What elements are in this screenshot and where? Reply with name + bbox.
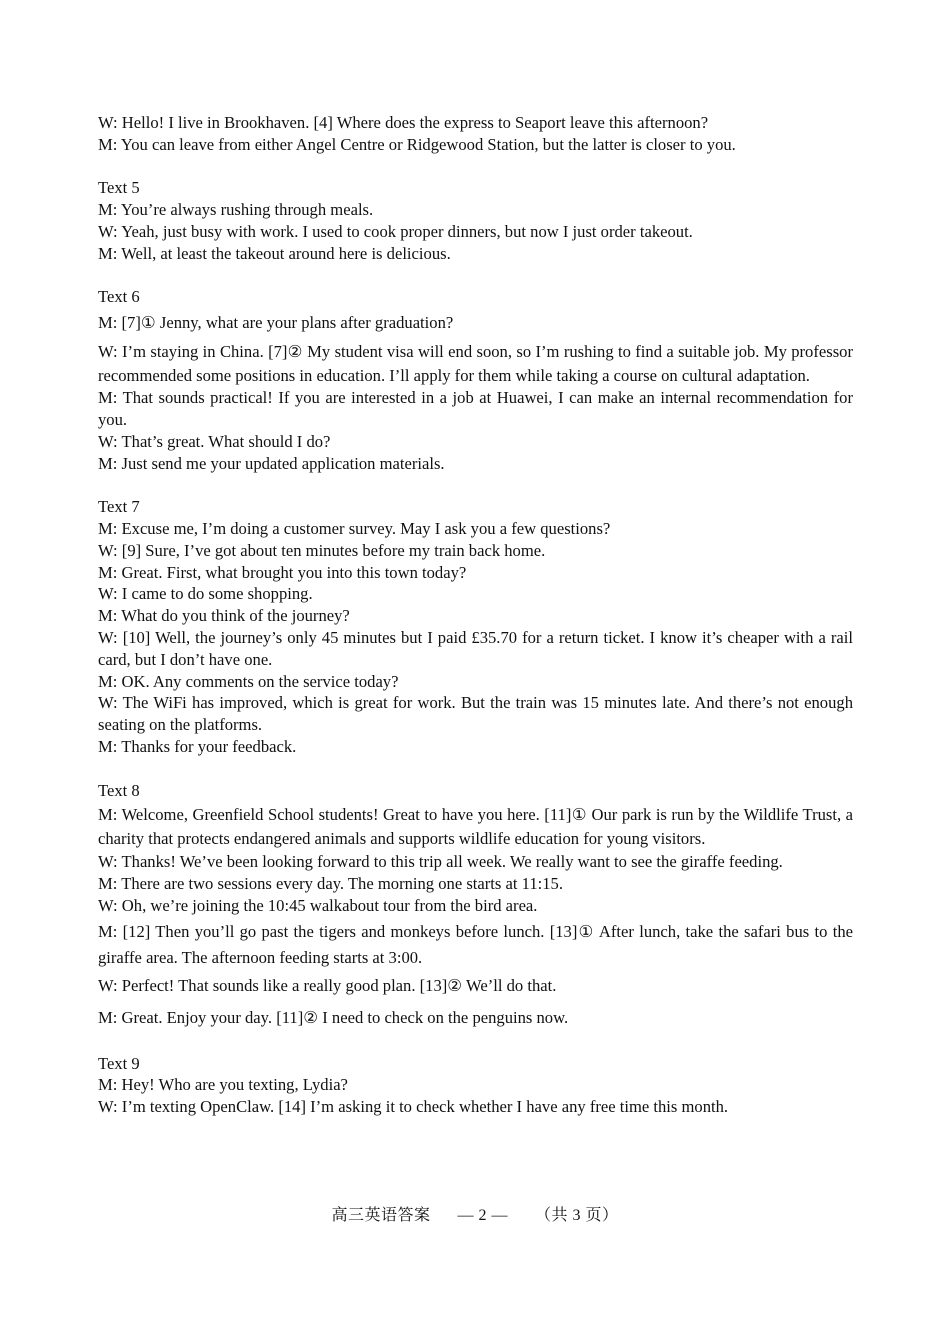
dialogue-line: M: Hey! Who are you texting, Lydia? bbox=[98, 1075, 348, 1095]
dialogue-line: M: Welcome, Greenfield School students! Great to have you here. [11]① Our park is run by the Wildlife Trust, a charity that protects endangered animals and supports wildlife education for young visitors. bbox=[98, 805, 853, 849]
dialogue-line: W: I’m texting OpenClaw. [14] I’m asking it to check whether I have any free time this month. bbox=[98, 1097, 729, 1117]
dialogue-line: W: [10] Well, the journey’s only 45 minutes but I paid £35.70 for a return ticket. I know it’s cheaper with a rail card, but I don’t have one. bbox=[98, 627, 853, 669]
dialogue-line: M: Excuse me, I’m doing a customer survey. May I ask you a few questions? bbox=[98, 518, 611, 538]
dialogue-line: M: Well, at least the takeout around here is delicious. bbox=[98, 243, 451, 263]
dialogue-line: W: The WiFi has improved, which is great for work. But the train was 15 minutes late. And there’s not enough seating on the platforms. bbox=[98, 693, 853, 735]
document-body bbox=[98, 112, 853, 1118]
page-footer bbox=[0, 1206, 950, 1226]
dialogue-line: W: Oh, we’re joining the 10:45 walkabout tour from the bird area. bbox=[98, 895, 538, 915]
dialogue-line: M: [7]① Jenny, what are your plans after graduation? bbox=[98, 313, 454, 333]
footer-total-pages: （共 3 页） bbox=[535, 1207, 619, 1224]
dialogue-line: M: Just send me your updated application materials. bbox=[98, 453, 445, 473]
dialogue-line: M: That sounds practical! If you are interested in a job at Huawei, I can make an internal recommendation for you. bbox=[98, 388, 853, 429]
dialogue-section-text-9 bbox=[98, 1053, 853, 1118]
dialogue-line: M: OK. Any comments on the service today? bbox=[98, 671, 399, 691]
dialogue-line: W: Hello! I live in Brookhaven. [4] Where does the express to Seaport leave this afternoon? bbox=[98, 113, 709, 132]
dialogue-line: M: You can leave from either Angel Centre or Ridgewood Station, but the latter is closer to you. bbox=[98, 134, 736, 154]
section-title: Text 8 bbox=[98, 780, 140, 800]
section-title: Text 9 bbox=[98, 1053, 140, 1073]
dialogue-line: W: That’s great. What should I do? bbox=[98, 431, 331, 451]
dialogue-line: M: Thanks for your feedback. bbox=[98, 736, 297, 756]
dialogue-section-text-5 bbox=[98, 177, 853, 264]
dialogue-section-text-7 bbox=[98, 496, 853, 758]
dialogue-section-text-4 bbox=[98, 112, 853, 156]
dialogue-section-text-8 bbox=[98, 780, 853, 1031]
dialogue-line: W: Yeah, just busy with work. I used to cook proper dinners, but now I just order takeout. bbox=[98, 221, 693, 241]
dialogue-line: W: I’m staying in China. [7]② My student visa will end soon, so I’m rushing to find a suitable job. My professor recommended some positions in education. I’ll apply for them while taking a course on cultural adaptation. bbox=[98, 342, 853, 385]
section-title: Text 7 bbox=[98, 497, 140, 517]
dialogue-line: M: Great. First, what brought you into this town today? bbox=[98, 562, 467, 582]
section-title: Text 5 bbox=[98, 178, 140, 198]
dialogue-line: W: Perfect! That sounds like a really good plan. [13]② We’ll do that. bbox=[98, 975, 557, 995]
dialogue-line: M: You’re always rushing through meals. bbox=[98, 200, 374, 220]
dialogue-line: W: [9] Sure, I’ve got about ten minutes before my train back home. bbox=[98, 540, 546, 560]
section-title: Text 6 bbox=[98, 287, 140, 307]
footer-page-number: — 2 — bbox=[457, 1207, 508, 1224]
footer-subject: 高三英语答案 bbox=[331, 1207, 431, 1224]
dialogue-line: M: There are two sessions every day. The morning one starts at 11:15. bbox=[98, 874, 563, 894]
dialogue-line: W: Thanks! We’ve been looking forward to this trip all week. We really want to see the giraffe feeding. bbox=[98, 852, 783, 872]
dialogue-line: M: [12] Then you’ll go past the tigers and monkeys before lunch. [13]① After lunch, take the safari bus to the giraffe area. The afternoon feeding starts at 3:00. bbox=[98, 921, 853, 967]
dialogue-line: W: I came to do some shopping. bbox=[98, 584, 313, 604]
dialogue-line: M: Great. Enjoy your day. [11]② I need to check on the penguins now. bbox=[98, 1007, 569, 1027]
dialogue-line: M: What do you think of the journey? bbox=[98, 606, 350, 626]
dialogue-section-text-6 bbox=[98, 286, 853, 474]
